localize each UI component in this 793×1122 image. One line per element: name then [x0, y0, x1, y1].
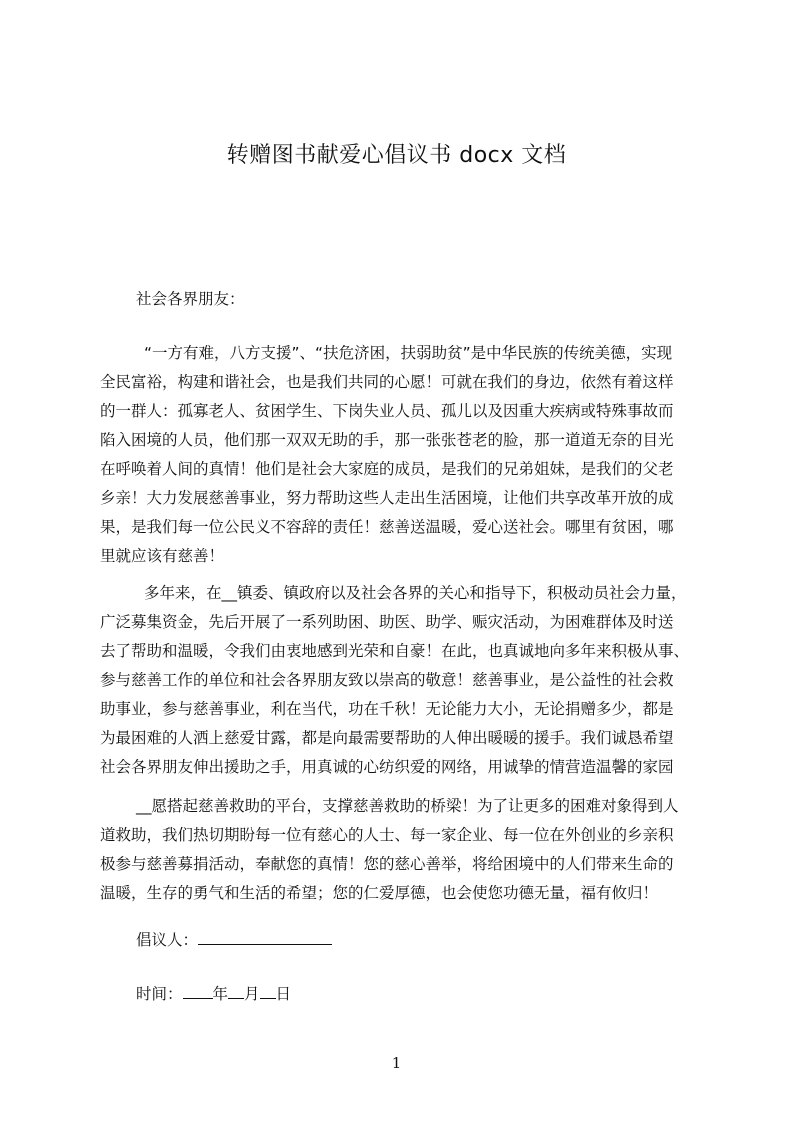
- paragraph-2: [100, 579, 700, 782]
- text-line: 果，是我们每一位公民义不容辞的责任！慈善送温暖，爱心送社会。哪里有贫困，哪: [100, 518, 674, 536]
- page-number: 1: [391, 1054, 402, 1072]
- salutation-text: 社会各界朋友：: [136, 290, 245, 308]
- paragraph-1: [100, 339, 700, 571]
- day-blank: [260, 984, 276, 999]
- text-line: “一方有难，八方支援”、“扶危济困，扶弱助贫”是中华民族的传统美德，实现: [144, 344, 673, 362]
- text-line: 助事业，参与慈善事业，利在当代，功在千秋！无论能力大小，无论捐赠多少，都是: [100, 700, 674, 718]
- text-line: 广泛募集资金，先后开展了一系列助困、助医、助学、赈灾活动，为困难群体及时送: [100, 613, 674, 631]
- text-line: 参与慈善工作的单位和社会各界朋友致以崇高的敬意！慈善事业，是公益性的社会救: [100, 671, 674, 689]
- year-blank: [183, 984, 213, 999]
- text-line: 温暖，生存的勇气和生活的希望；您的仁爱厚德，也会使您功德无量，福有攸归！: [100, 884, 659, 902]
- signature-line: [100, 926, 700, 955]
- text-line: 去了帮助和温暖，令我们由衷地感到光荣和自豪！在此，也真诚地向多年来积极从事、: [100, 642, 690, 660]
- text-line: 道救助，我们热切期盼每一位有慈心的人士、每一家企业、每一位在外创业的乡亲积: [100, 826, 674, 844]
- document-title: 转赠图书献爱心倡议书 docx 文档: [226, 143, 567, 168]
- month-blank: [228, 984, 244, 999]
- signature-blank: [198, 930, 332, 945]
- text-line: 多年来，在__镇委、镇政府以及社会各界的关心和指导下，积极动员社会力量，: [144, 584, 687, 602]
- text-line: __愿搭起慈善救助的平台，支撑慈善救助的桥梁！为了让更多的困难对象得到人: [136, 797, 679, 815]
- date-line: [100, 980, 700, 1009]
- text-line: 极参与慈善募捐活动，奉献您的真情！您的慈心善举，将给困境中的人们带来生命的: [100, 855, 674, 873]
- salutation: [100, 285, 700, 314]
- text-line: 为最困难的人洒上慈爱甘露，都是向最需要帮助的人伸出暖暖的援手。我们诚恳希望: [100, 729, 674, 747]
- paragraph-3: [100, 792, 700, 908]
- date-label: 时间：: [136, 985, 183, 1003]
- text-line: 在呼唤着人间的真情！他们是社会大家庭的成员，是我们的兄弟姐妹，是我们的父老: [100, 460, 674, 478]
- month-label: 月: [244, 985, 260, 1003]
- text-line: 全民富裕，构建和谐社会，也是我们共同的心愿！可就在我们的身边，依然有着这样: [100, 373, 674, 391]
- text-line: 的一群人：孤寡老人、贫困学生、下岗失业人员、孤儿以及因重大疾病或特殊事故而: [100, 402, 674, 420]
- day-label: 日: [275, 985, 292, 1003]
- signature-label: 倡议人：: [136, 931, 199, 949]
- text-line: 陷入困境的人员，他们那一双双无助的手，那一张张苍老的脸，那一道道无奈的目光: [100, 431, 674, 449]
- text-line: 里就应该有慈善！: [100, 547, 225, 565]
- text-line: 乡亲！大力发展慈善事业，努力帮助这些人走出生活困境，让他们共享改革开放的成: [100, 489, 674, 507]
- text-line: 社会各界朋友伸出援助之手，用真诚的心纺织爱的网络，用诚挚的情营造温馨的家园: [100, 758, 674, 776]
- year-label: 年: [212, 985, 229, 1003]
